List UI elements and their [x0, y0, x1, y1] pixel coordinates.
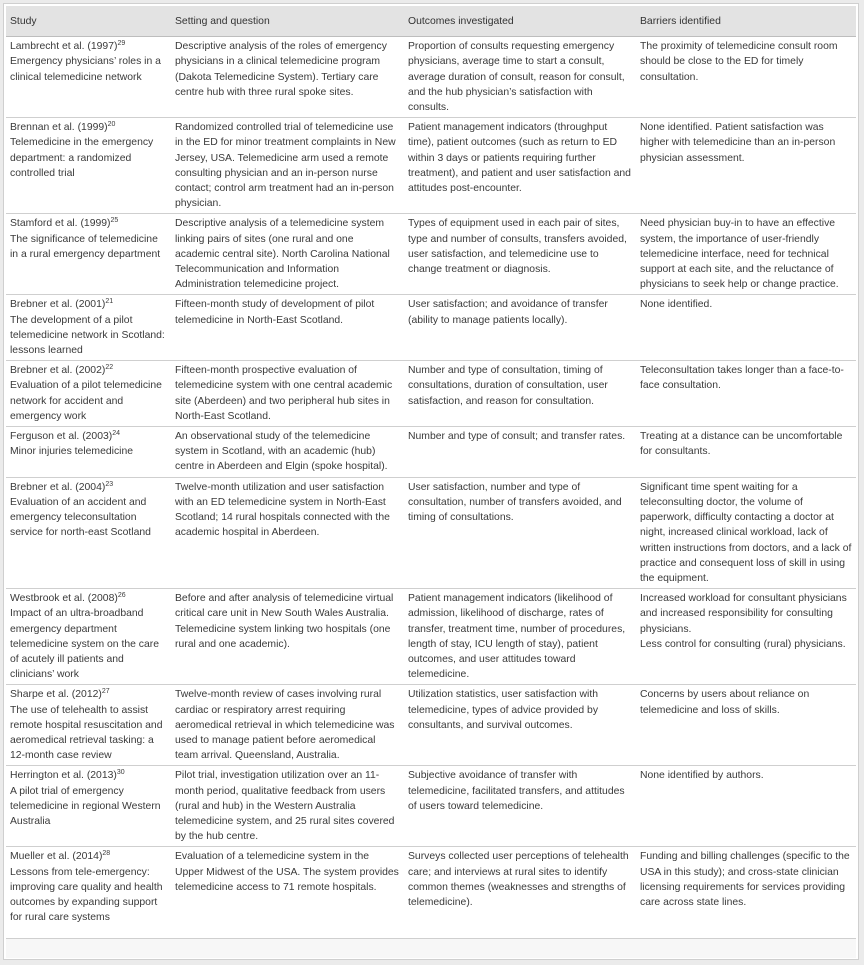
barriers-cell: Treating at a distance can be uncomfortable for consultants.	[636, 427, 856, 478]
study-cell	[6, 847, 171, 928]
study-ref: 20	[107, 121, 116, 129]
barriers-cell: Concerns by users about reliance on telemedicine and loss of skills.	[636, 685, 856, 766]
setting-cell: Twelve-month utilization and user satisfaction with an ED telemedicine system in North-East Scotland; 14 rural hospitals connected with the academic hospital in Aberdeen.	[171, 477, 404, 588]
outcomes-cell: Patient management indicators (likelihood of admission, likelihood of discharge, rates of transfer, treatment time, number of procedures, length of stay, ICU length of stay), patient outcomes, and user attitudes toward telemedicine.	[404, 589, 636, 685]
barriers-cell: Teleconsultation takes longer than a face-to-face consultation.	[636, 361, 856, 427]
study-cell	[6, 361, 171, 427]
outcomes-cell: Surveys collected user perceptions of telehealth care; and interviews at rural sites to identify common themes (weaknesses and strengths of telemedicine).	[404, 847, 636, 928]
barriers-cell: The proximity of telemedicine consult room should be close to the ED for timely consultation.	[640, 41, 838, 83]
study-cell	[6, 295, 171, 361]
study-ref: 26	[117, 592, 126, 600]
setting-cell: Twelve-month review of cases involving rural cardiac or respiratory arrest requiring aeromedical retrieval in which telemedicine was used to manage patient before aeromedical team arrival. Queensland, Australia.	[171, 685, 404, 766]
barriers-cell: Need physician buy-in to have an effective system, the importance of user-friendly telemedicine interface, need for technical support at each site, and the reluctance of physicians to seek help or change practice.	[636, 214, 856, 295]
study-author: Mueller et al. (2014)	[10, 851, 103, 863]
table-row	[6, 766, 856, 847]
study-ref: 22	[105, 364, 114, 372]
study-cell	[6, 214, 171, 295]
study-author: Sharpe et al. (2012)	[10, 689, 102, 701]
outcomes-cell: Patient management indicators (throughput time), patient outcomes (such as return to ED within 3 days or patients requiring further treatment), and patient and user satisfaction and attitudes post-encounter.	[404, 118, 636, 214]
study-cell	[6, 37, 171, 118]
table-row	[6, 295, 856, 361]
table-row	[6, 118, 856, 214]
setting-cell: Descriptive analysis of the roles of emergency physicians in a clinical telemedicine program (Dakota Telemedicine System). Tertiary care centre hub with three rural spoke sites.	[175, 41, 387, 98]
outcomes-cell: Utilization statistics, user satisfaction with telemedicine, types of advice provided by consultants, and survival outcomes.	[404, 685, 636, 766]
header-setting: Setting and question	[171, 6, 404, 37]
study-ref: 28	[102, 850, 111, 858]
table-row	[6, 214, 856, 295]
table-row	[6, 589, 856, 685]
study-title: The use of telehealth to assist remote hospital resuscitation and aeromedical retrieval tasking: a 12-month case review	[10, 704, 163, 762]
study-ref: 24	[112, 430, 121, 438]
study-author: Ferguson et al. (2003)	[10, 431, 113, 443]
study-author: Stamford et al. (1999)	[10, 218, 111, 230]
study-title: Evaluation of a pilot telemedicine network for accident and emergency work	[10, 380, 162, 422]
study-author: Brennan et al. (1999)	[10, 122, 108, 134]
table-row	[6, 37, 856, 118]
outcomes-cell: Proportion of consults requesting emergency physicians, average time to start a consult, average duration of consult, reason for consult, and the hub physician’s satisfaction with consults.	[408, 41, 625, 114]
study-author: Brebner et al. (2001)	[10, 299, 106, 311]
study-cell	[6, 589, 171, 685]
study-ref: 29	[117, 40, 126, 48]
header-barriers: Barriers identified	[636, 6, 856, 37]
study-title: A pilot trial of emergency telemedicine in regional Western Australia	[10, 785, 161, 827]
study-title: Minor injuries telemedicine	[10, 446, 134, 458]
study-ref: 25	[110, 217, 119, 225]
setting-cell: An observational study of the telemedicine system in Scotland, with an academic (hub) centre in Aberdeen and Elgin (spoke hospital).	[171, 427, 404, 478]
table-frame	[3, 3, 859, 960]
study-title: The significance of telemedicine in a rural emergency department	[10, 233, 161, 260]
study-author: Brebner et al. (2002)	[10, 365, 106, 377]
barriers-cell	[636, 589, 856, 685]
study-title: Lessons from tele-emergency: improving care quality and health outcomes by expanding support for rural care systems	[10, 866, 163, 924]
setting-cell: Fifteen-month prospective evaluation of telemedicine system with one central academic site (Aberdeen) and two peripheral hub sites in North-East Scotland.	[171, 361, 404, 427]
study-cell	[6, 477, 171, 588]
barriers-cell: None identified by authors.	[636, 766, 856, 847]
outcomes-cell: Number and type of consultation, timing of consultations, duration of consultation, user satisfaction, and reason for consultation.	[404, 361, 636, 427]
study-ref: 23	[105, 480, 114, 488]
study-title: Evaluation of an accident and emergency teleconsultation service for north-east Scotland	[10, 496, 151, 539]
barriers-cell: Funding and billing challenges (specific to the USA in this study); and cross-state clinician licensing requirements for services providing care across state lines.	[636, 847, 856, 928]
study-author: Herrington et al. (2013)	[10, 770, 117, 782]
table-footer-bar	[6, 938, 856, 958]
study-title: Telemedicine in the emergency department: a randomized controlled trial	[10, 137, 154, 179]
barriers-text: Increased workload for consultant physicians and increased responsibility for consulting physicians.	[640, 593, 847, 635]
outcomes-cell: Subjective avoidance of transfer with telemedicine, facilitated transfers, and attitudes of users toward telemedicine.	[404, 766, 636, 847]
table-row	[6, 477, 856, 588]
setting-cell: Pilot trial, investigation utilization over an 11-month period, qualitative feedback from users (rural and hub) in the Western Australia telemedicine system, and 25 rural sites covered by the hub centre.	[171, 766, 404, 847]
study-title: Emergency physicians’ roles in a clinical telemedicine network	[10, 56, 161, 83]
setting-cell: Evaluation of a telemedicine system in the Upper Midwest of the USA. The system provides telemedicine access to 71 remote hospitals.	[171, 847, 404, 928]
study-title: The development of a pilot telemedicine network in Scotland: lessons learned	[10, 314, 165, 357]
header-outcomes: Outcomes investigated	[404, 6, 636, 37]
header-study: Study	[6, 6, 171, 37]
outcomes-cell: Types of equipment used in each pair of sites, type and number of consults, transfers avoided, user satisfaction, and telemedicine use to change treatment or diagnosis.	[404, 214, 636, 295]
barriers-cell: Significant time spent waiting for a teleconsulting doctor, the volume of paperwork, difficulty contacting a doctor at night, increased clinical workload, lack of written instructions from doctors, and a lack of practice and consequent loss of skill in using the equipment.	[636, 477, 856, 588]
setting-cell: Randomized controlled trial of telemedicine use in the ED for minor treatment complaints in New Jersey, USA. Telemedicine arm used a remote consulting physician and an in-person nurse contact; control arm treatment had an in-person physician.	[171, 118, 404, 214]
outcomes-cell: User satisfaction; and avoidance of transfer (ability to manage patients locally).	[404, 295, 636, 361]
study-cell	[6, 427, 171, 478]
study-cell	[6, 766, 171, 847]
study-author: Brebner et al. (2004)	[10, 481, 106, 493]
barriers-cell: None identified. Patient satisfaction was higher with telemedicine than an in-person physician assessment.	[636, 118, 856, 214]
setting-cell: Descriptive analysis of a telemedicine system linking pairs of sites (one rural and one academic central site). North Carolina National Telecommunication and Information Administration telemedicine project.	[171, 214, 404, 295]
study-cell	[6, 118, 171, 214]
study-title: Impact of an ultra-broadband emergency department telemedicine system on the care of acutely ill patients and clinicians’ work	[10, 608, 160, 681]
study-ref: 30	[116, 769, 125, 777]
barriers-cell: None identified.	[636, 295, 856, 361]
study-ref: 27	[101, 688, 110, 696]
table-row	[6, 847, 856, 928]
setting-cell: Fifteen-month study of development of pilot telemedicine in North-East Scotland.	[171, 295, 404, 361]
table-row	[6, 361, 856, 427]
studies-table	[6, 6, 856, 927]
outcomes-cell: User satisfaction, number and type of consultation, number of transfers avoided, and timing of consultations.	[404, 477, 636, 588]
table-row	[6, 427, 856, 478]
study-author: Lambrecht et al. (1997)	[10, 41, 118, 53]
header-row	[6, 6, 856, 37]
barriers-text-secondary: Less control for consulting (rural) physicians.	[640, 638, 846, 650]
setting-cell: Before and after analysis of telemedicine virtual critical care unit in New South Wales Australia. Telemedicine system linking two hospitals (one rural and one academic).	[171, 589, 404, 685]
study-author: Westbrook et al. (2008)	[10, 593, 118, 605]
study-cell	[6, 685, 171, 766]
table-row	[6, 685, 856, 766]
study-ref: 21	[105, 298, 114, 306]
outcomes-cell: Number and type of consult; and transfer rates.	[404, 427, 636, 478]
